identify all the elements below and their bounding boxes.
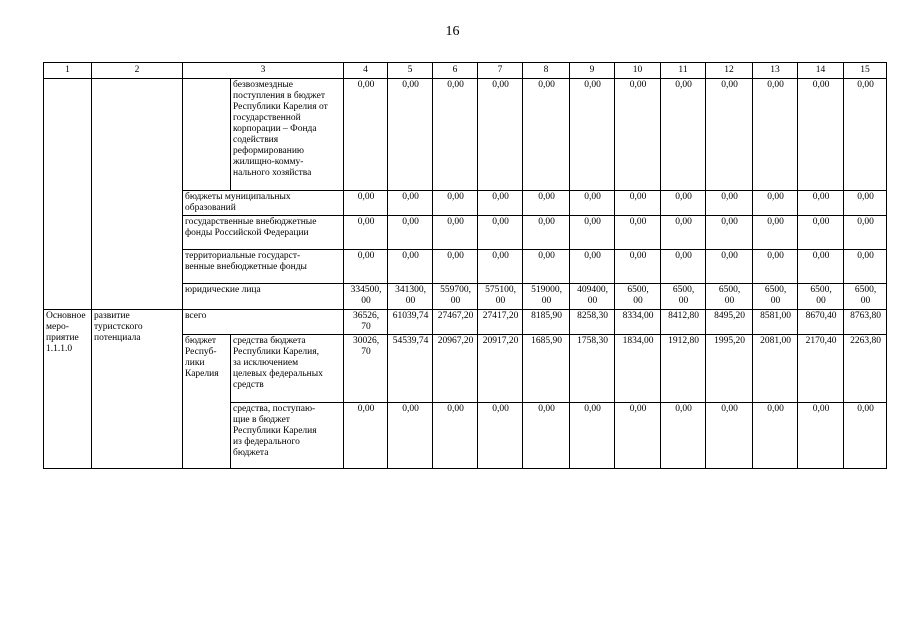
value-cell: 0,00 <box>388 79 433 191</box>
value-cell: 0,00 <box>706 79 753 191</box>
value-cell: 0,00 <box>706 250 753 284</box>
value-cell <box>433 310 478 335</box>
value-cell <box>478 284 523 310</box>
value-cell <box>523 310 570 335</box>
value-cell <box>388 310 433 335</box>
header-cell-4: 4 <box>344 63 388 79</box>
value-cell: 0,00 <box>615 191 661 216</box>
cell-line: 6500, <box>854 285 877 295</box>
value-cell: 0,00 <box>706 191 753 216</box>
value-cell <box>523 403 570 469</box>
cell-line: 519000, <box>531 285 562 295</box>
value-cell <box>615 335 661 403</box>
cell-line: средства бюджета <box>233 336 306 346</box>
cell-line: безвозмездные <box>233 80 294 90</box>
value-cell <box>798 403 844 469</box>
cell-line: 341300, <box>395 285 426 295</box>
cell-line: 559700, <box>440 285 471 295</box>
budget-source-label <box>231 403 344 469</box>
cell-line: фонды Российской Федерации <box>185 228 309 238</box>
value-cell <box>433 284 478 310</box>
header-cell-10: 10 <box>615 63 661 79</box>
value-cell: 0,00 <box>615 79 661 191</box>
value-cell: 0,00 <box>798 216 844 250</box>
value-cell <box>570 335 615 403</box>
cell-line: 00 <box>816 296 826 306</box>
value-cell: 0,00 <box>753 79 798 191</box>
cell-line: средства, поступаю- <box>233 404 316 414</box>
header-row <box>44 63 887 79</box>
header-cell-12: 12 <box>706 63 753 79</box>
value-cell <box>478 310 523 335</box>
cell-line: 00 <box>633 296 643 306</box>
budget-label <box>183 335 231 469</box>
value-cell <box>844 310 887 335</box>
cell-line: 70 <box>361 347 371 357</box>
value-cell <box>844 403 887 469</box>
page-number: 16 <box>445 24 460 39</box>
value-cell: 0,00 <box>661 79 706 191</box>
cell-line: 6500, <box>810 285 832 295</box>
value-cell <box>753 403 798 469</box>
cell-line: жилищно-комму- <box>233 157 304 167</box>
cell-line: средств <box>233 380 264 390</box>
cell-line: 8581,00 <box>760 311 791 321</box>
empty-cell <box>183 79 231 191</box>
value-cell <box>844 335 887 403</box>
cell-line: 1834,00 <box>622 336 654 346</box>
value-cell <box>706 403 753 469</box>
value-cell <box>661 284 706 310</box>
value-cell <box>388 284 433 310</box>
measure-total-row <box>44 310 887 335</box>
value-cell: 0,00 <box>433 216 478 250</box>
header-cell-15: 15 <box>844 63 887 79</box>
cell-line: 0,00 <box>492 404 509 414</box>
value-cell: 0,00 <box>523 250 570 284</box>
funding-source-label <box>183 216 344 250</box>
header-cell-1: 1 <box>44 63 92 79</box>
value-cell: 0,00 <box>344 79 388 191</box>
funding-source-label <box>231 79 344 191</box>
value-cell: 0,00 <box>844 250 887 284</box>
cell-line: поступления в бюджет <box>233 91 325 101</box>
value-cell <box>706 335 753 403</box>
cell-line: 00 <box>770 296 781 306</box>
value-cell <box>433 335 478 403</box>
value-cell: 0,00 <box>570 216 615 250</box>
value-cell: 0,00 <box>615 250 661 284</box>
funding-source-label <box>183 191 344 216</box>
value-cell: 0,00 <box>844 191 887 216</box>
empty-cell <box>92 79 183 310</box>
value-cell: 0,00 <box>478 250 523 284</box>
cell-line: 8763,80 <box>850 311 881 321</box>
cell-line: 36526, <box>352 311 380 321</box>
cell-line: развитие <box>94 311 130 321</box>
cell-line: 00 <box>587 296 598 306</box>
cell-line: бюджет <box>185 336 217 346</box>
value-cell: 0,00 <box>798 79 844 191</box>
cell-line: 8185,90 <box>531 311 562 321</box>
value-cell <box>344 284 388 310</box>
total-label: всего <box>183 310 344 335</box>
value-cell: 0,00 <box>570 79 615 191</box>
cell-line: образований <box>185 203 236 213</box>
cell-line: 20967,20 <box>437 336 474 346</box>
cell-line: венные внебюджетные фонды <box>185 262 307 272</box>
cell-line: Республики Карелия <box>233 426 317 436</box>
cell-line: 334500, <box>350 285 382 295</box>
cell-line: потенциала <box>94 333 141 343</box>
cell-line: нального хозяйства <box>233 168 312 178</box>
cell-line: 8334,00 <box>622 311 654 321</box>
cell-line: 27467,20 <box>437 311 474 321</box>
cell-line: 6500, <box>718 285 741 295</box>
cell-line: 00 <box>405 296 416 306</box>
value-cell <box>661 403 706 469</box>
cell-line: 8495,20 <box>714 311 745 321</box>
cell-line: 0,00 <box>721 404 738 414</box>
cell-line: целевых федеральных <box>233 369 323 379</box>
header-cell-3: 3 <box>183 63 344 79</box>
cell-line: реформированию <box>233 146 305 156</box>
value-cell: 0,00 <box>706 216 753 250</box>
value-cell <box>615 310 661 335</box>
cell-line: туристского <box>94 322 143 332</box>
value-cell: 0,00 <box>388 216 433 250</box>
cell-line: меро- <box>46 322 69 332</box>
cell-line: 0,00 <box>447 404 464 414</box>
value-cell <box>570 284 615 310</box>
cell-line: 00 <box>724 296 735 306</box>
cell-line: 00 <box>495 296 506 306</box>
funding-source-label <box>183 284 344 310</box>
value-cell <box>661 310 706 335</box>
cell-line: 20917,20 <box>482 336 519 346</box>
value-cell <box>344 310 388 335</box>
empty-cell <box>44 79 92 310</box>
header-cell-13: 13 <box>753 63 798 79</box>
value-cell <box>706 310 753 335</box>
cell-line: 6500, <box>627 285 649 295</box>
header-cell-6: 6 <box>433 63 478 79</box>
cell-line: 6500, <box>672 285 695 295</box>
value-cell: 0,00 <box>523 79 570 191</box>
cell-line: 0,00 <box>812 404 830 414</box>
cell-line: 70 <box>361 322 371 332</box>
cell-line: 1.1.1.0 <box>46 344 73 354</box>
value-cell: 0,00 <box>344 191 388 216</box>
cell-line: 8670,40 <box>805 311 837 321</box>
budget-source-label <box>231 335 344 403</box>
value-cell <box>844 284 887 310</box>
value-cell <box>523 335 570 403</box>
value-cell <box>798 284 844 310</box>
value-cell <box>706 284 753 310</box>
value-cell: 0,00 <box>478 191 523 216</box>
cell-line: юридические лица <box>185 285 261 295</box>
cell-line: 00 <box>860 296 871 306</box>
header-cell-14: 14 <box>798 63 844 79</box>
cell-line: содействия <box>233 135 279 145</box>
value-cell <box>344 335 388 403</box>
value-cell: 0,00 <box>344 216 388 250</box>
header-cell-7: 7 <box>478 63 523 79</box>
cell-line: 575100, <box>485 285 516 295</box>
value-cell: 0,00 <box>478 79 523 191</box>
cell-line: корпорации – Фонда <box>233 124 317 134</box>
value-cell: 0,00 <box>433 250 478 284</box>
value-cell: 0,00 <box>570 250 615 284</box>
cell-line: 00 <box>361 296 371 306</box>
cell-line: Карелия <box>185 369 219 379</box>
cell-line: 8258,30 <box>577 311 608 321</box>
cell-line: 1685,90 <box>531 336 562 346</box>
value-cell <box>615 284 661 310</box>
cell-line: 0,00 <box>538 404 555 414</box>
cell-line: щие в бюджет <box>233 415 290 425</box>
value-cell: 0,00 <box>844 79 887 191</box>
value-cell: 0,00 <box>753 250 798 284</box>
header-cell-9: 9 <box>570 63 615 79</box>
value-cell <box>753 310 798 335</box>
cell-line: 1758,30 <box>577 336 608 346</box>
value-cell <box>570 403 615 469</box>
value-cell: 0,00 <box>798 250 844 284</box>
header-cell-11: 11 <box>661 63 706 79</box>
cell-line: 0,00 <box>675 404 692 414</box>
value-cell <box>388 403 433 469</box>
header-cell-2: 2 <box>92 63 183 79</box>
value-cell <box>344 403 388 469</box>
cell-line: 2081,00 <box>760 336 791 346</box>
cell-line: 30026, <box>352 336 380 346</box>
cell-line: 0,00 <box>584 404 601 414</box>
value-cell: 0,00 <box>570 191 615 216</box>
cell-line: 00 <box>678 296 689 306</box>
value-cell <box>478 403 523 469</box>
value-cell: 0,00 <box>661 250 706 284</box>
cell-line: 0,00 <box>767 404 784 414</box>
value-cell <box>753 335 798 403</box>
cell-line: за исключением <box>233 358 299 368</box>
cell-line: 6500, <box>764 285 787 295</box>
funding-source-label <box>183 250 344 284</box>
value-cell <box>798 335 844 403</box>
value-cell: 0,00 <box>523 216 570 250</box>
budget-table <box>43 62 887 469</box>
cell-line: территориальные государст- <box>185 251 301 261</box>
value-cell <box>753 284 798 310</box>
value-cell: 0,00 <box>753 191 798 216</box>
cell-line: Респуб- <box>185 347 217 357</box>
cell-line: из федерального <box>233 437 300 447</box>
cell-line: 8412,80 <box>668 311 699 321</box>
cell-line: 1995,20 <box>714 336 745 346</box>
value-cell: 0,00 <box>388 250 433 284</box>
cell-line: 0,00 <box>357 404 375 414</box>
cell-line: 54539,74 <box>392 336 429 346</box>
cell-line: Республики Карелия, <box>233 347 319 357</box>
value-cell <box>570 310 615 335</box>
cell-line: 00 <box>541 296 552 306</box>
value-cell: 0,00 <box>433 79 478 191</box>
header-cell-8: 8 <box>523 63 570 79</box>
measure-code <box>44 310 92 469</box>
value-cell <box>615 403 661 469</box>
value-cell <box>478 335 523 403</box>
value-cell: 0,00 <box>478 216 523 250</box>
value-cell: 0,00 <box>615 216 661 250</box>
cell-line: 0,00 <box>402 404 419 414</box>
value-cell <box>433 403 478 469</box>
cell-line: государственной <box>233 113 301 123</box>
cell-line: 0,00 <box>857 404 874 414</box>
funding-source-row <box>44 79 887 191</box>
value-cell <box>798 310 844 335</box>
measure-name <box>92 310 183 469</box>
value-cell <box>661 335 706 403</box>
cell-line: государственные внебюджетные <box>185 217 317 227</box>
cell-line: 27417,20 <box>482 311 519 321</box>
cell-line: бюджета <box>233 448 269 458</box>
cell-line: лики <box>185 358 205 368</box>
cell-line: 1912,80 <box>668 336 699 346</box>
header-cell-5: 5 <box>388 63 433 79</box>
cell-line: Республики Карелия от <box>233 102 328 112</box>
value-cell: 0,00 <box>661 191 706 216</box>
cell-line: 2170,40 <box>805 336 837 346</box>
value-cell: 0,00 <box>433 191 478 216</box>
value-cell: 0,00 <box>344 250 388 284</box>
value-cell: 0,00 <box>753 216 798 250</box>
cell-line: 0,00 <box>629 404 647 414</box>
value-cell: 0,00 <box>388 191 433 216</box>
value-cell: 0,00 <box>523 191 570 216</box>
cell-line: 00 <box>450 296 461 306</box>
value-cell <box>388 335 433 403</box>
cell-line: 61039,74 <box>392 311 429 321</box>
value-cell: 0,00 <box>798 191 844 216</box>
cell-line: бюджеты муниципальных <box>185 192 291 202</box>
value-cell <box>523 284 570 310</box>
cell-line: 409400, <box>577 285 608 295</box>
cell-line: приятие <box>46 333 79 343</box>
cell-line: Основное <box>46 311 86 321</box>
value-cell: 0,00 <box>844 216 887 250</box>
value-cell: 0,00 <box>661 216 706 250</box>
cell-line: 2263,80 <box>850 336 881 346</box>
